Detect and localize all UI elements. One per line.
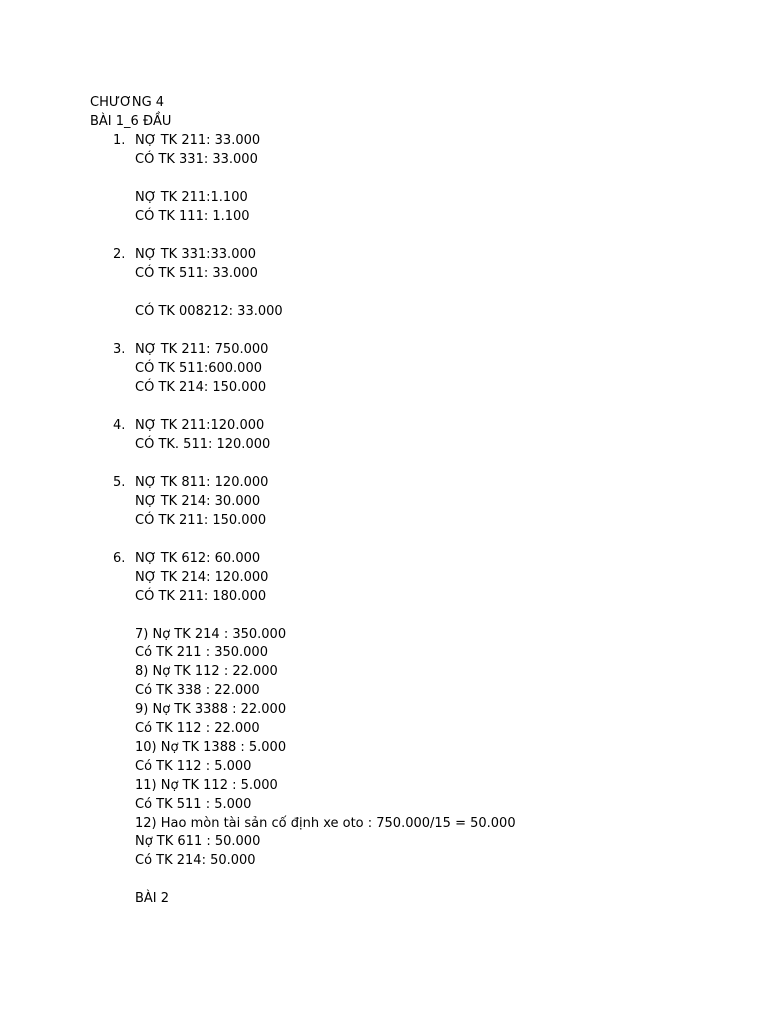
entry-line: CÓ TK. 511: 120.000	[135, 437, 271, 452]
entry-line: Nợ TK 611 : 50.000	[135, 834, 261, 849]
entry-line: NỢ TK 211: 750.000	[135, 342, 269, 357]
list-number: 3.	[113, 342, 126, 357]
section-heading-bai-2: BÀI 2	[135, 891, 170, 906]
entry-line: NỢ TK 811: 120.000	[135, 475, 269, 490]
chapter-heading: CHƯƠNG 4	[90, 95, 165, 110]
entry-line: 10) Nợ TK 1388 : 5.000	[135, 740, 287, 755]
entry-line: Có TK 112 : 5.000	[135, 759, 252, 774]
entry-line: Có TK 211 : 350.000	[135, 645, 268, 660]
entry-line: Có TK 511 : 5.000	[135, 797, 252, 812]
section-title: BÀI 1_6 ĐẦU	[90, 114, 172, 129]
entry-line: CÓ TK 111: 1.100	[135, 209, 250, 224]
entry-line: 12) Hao mòn tài sản cố định xe oto : 750.000/15 = 50.000	[135, 816, 516, 831]
list-number: 4.	[113, 418, 126, 433]
entry-line: NỢ TK 331:33.000	[135, 247, 257, 262]
list-number: 6.	[113, 551, 126, 566]
entry-line: NỢ TK 214: 30.000	[135, 494, 261, 509]
entry-line: CÓ TK 214: 150.000	[135, 380, 267, 395]
entry-line: CÓ TK 511:600.000	[135, 361, 262, 376]
list-number: 1.	[113, 133, 126, 148]
entry-line: 9) Nợ TK 3388 : 22.000	[135, 702, 287, 717]
entry-line: CÓ TK 008212: 33.000	[135, 304, 283, 319]
entry-line: CÓ TK 211: 150.000	[135, 513, 267, 528]
list-number: 2.	[113, 247, 126, 262]
entry-line: NỢ TK 214: 120.000	[135, 570, 269, 585]
entry-line: Có TK 112 : 22.000	[135, 721, 260, 736]
entry-line: 11) Nợ TK 112 : 5.000	[135, 778, 278, 793]
list-number: 5.	[113, 475, 126, 490]
entry-line: 7) Nợ TK 214 : 350.000	[135, 627, 287, 642]
entry-line: 8) Nợ TK 112 : 22.000	[135, 664, 278, 679]
entry-line: NỢ TK 211: 33.000	[135, 133, 261, 148]
entry-line: NỢ TK 211:120.000	[135, 418, 265, 433]
entry-line: CÓ TK 211: 180.000	[135, 589, 267, 604]
entry-line: NỢ TK 612: 60.000	[135, 551, 261, 566]
entry-line: Có TK 214: 50.000	[135, 853, 256, 868]
entry-line: CÓ TK 511: 33.000	[135, 266, 258, 281]
entry-line: CÓ TK 331: 33.000	[135, 152, 258, 167]
entry-line: Có TK 338 : 22.000	[135, 683, 260, 698]
entry-line: NỢ TK 211:1.100	[135, 190, 248, 205]
